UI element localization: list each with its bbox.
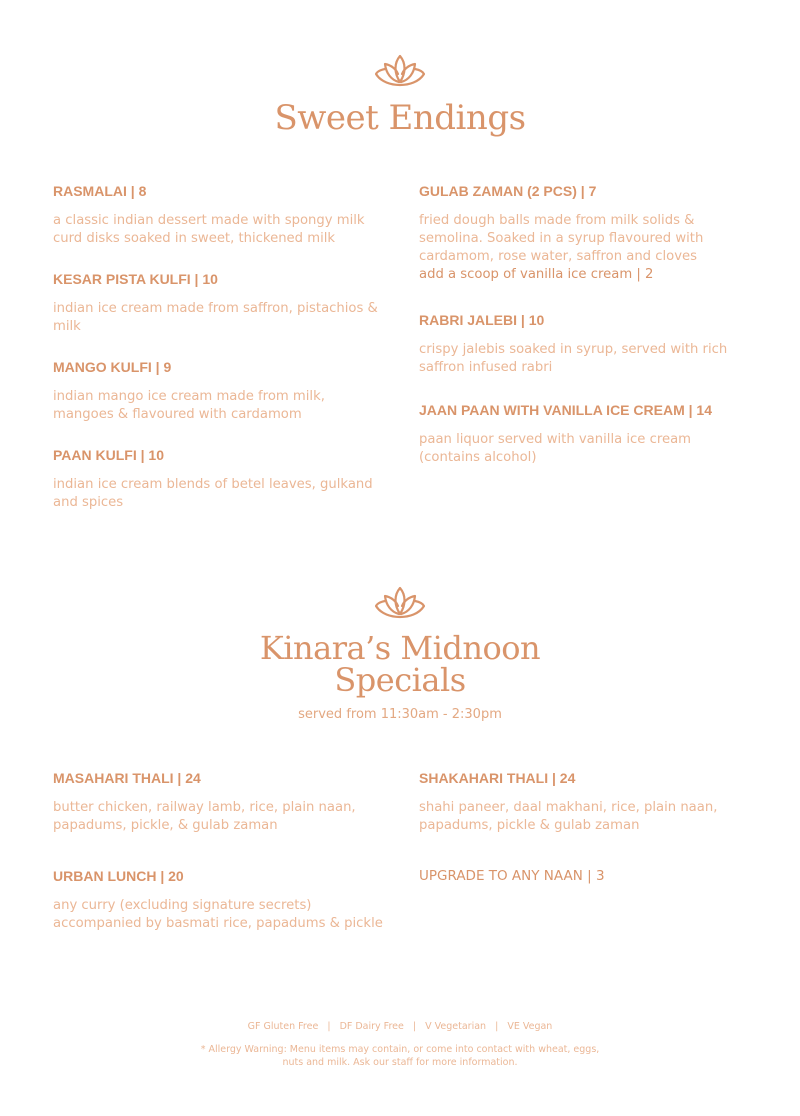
legend-separator: | — [412, 1021, 417, 1032]
allergy-warning: * Allergy Warning: Menu items may contain, or come into contact with wheat, eggs, nuts and milk. Ask our staff for more information. — [200, 1044, 600, 1068]
item-addon: add a scoop of vanilla ice cream | 2 — [419, 267, 654, 282]
item-title: MASAHARI THALI | 24 — [53, 770, 201, 786]
lotus-icon — [375, 52, 425, 92]
item-description: paan liquor served with vanilla ice cream (contains alcohol) — [419, 432, 692, 465]
legend-df: DF Dairy Free — [339, 1021, 404, 1032]
item-description: a classic indian dessert made with spongy milk curd disks soaked in sweet, thickened milk — [53, 213, 365, 246]
section-title: Sweet Endings — [274, 98, 526, 138]
lotus-icon — [375, 584, 425, 624]
item-description: indian mango ice cream made from milk, mangoes & flavoured with cardamom — [53, 389, 325, 422]
menu-item — [53, 770, 388, 835]
menu-item — [53, 359, 388, 424]
menu-item — [419, 770, 754, 835]
item-title: PAAN KULFI | 10 — [53, 447, 165, 463]
item-description: shahi paneer, daal makhani, rice, plain naan, papadums, pickle & gulab zaman — [419, 800, 718, 833]
menu-item — [419, 312, 754, 377]
menu-item — [419, 868, 754, 897]
menu-item — [53, 183, 388, 248]
item-description: any curry (excluding signature secrets) accompanied by basmati rice, papadums & pickle — [53, 898, 383, 931]
section-subtitle: served from 11:30am - 2:30pm — [298, 707, 502, 722]
menu-item — [419, 402, 754, 467]
legend-ve: VE Vegan — [507, 1021, 553, 1032]
item-title: GULAB ZAMAN (2 PCS) | 7 — [419, 183, 597, 199]
legend-separator: | — [327, 1021, 331, 1032]
menu-item — [419, 183, 754, 284]
item-description: indian ice cream blends of betel leaves, gulkand and spices — [53, 477, 373, 510]
item-title: UPGRADE TO ANY NAAN | 3 — [419, 868, 605, 884]
legend-separator: | — [495, 1021, 499, 1032]
item-description: butter chicken, railway lamb, rice, plain naan, papadums, pickle, & gulab zaman — [53, 800, 356, 833]
item-title: URBAN LUNCH | 20 — [53, 868, 184, 884]
item-description: fried dough balls made from milk solids & semolina. Soaked in a syrup flavoured with cardamom, rose water, saffron and cloves — [419, 213, 704, 264]
legend-v: V Vegetarian — [425, 1021, 487, 1032]
item-title: SHAKAHARI THALI | 24 — [419, 770, 576, 786]
section-title-line1: Kinara’s Midnoon — [259, 629, 541, 667]
item-title: RASMALAI | 8 — [53, 183, 147, 199]
item-title: RABRI JALEBI | 10 — [419, 312, 545, 328]
menu-item — [53, 447, 388, 512]
legend-gf: GF Gluten Free — [247, 1021, 319, 1032]
item-description: indian ice cream made from saffron, pistachios & milk — [53, 301, 378, 334]
item-title: JAAN PAAN WITH VANILLA ICE CREAM | 14 — [419, 402, 713, 418]
section-title — [0, 629, 800, 699]
menu-item — [53, 271, 388, 336]
dietary-legend — [0, 1021, 800, 1032]
item-title: MANGO KULFI | 9 — [53, 359, 172, 375]
menu-item — [53, 868, 388, 933]
item-title: KESAR PISTA KULFI | 10 — [53, 271, 218, 287]
item-description: crispy jalebis soaked in syrup, served with rich saffron infused rabri — [419, 342, 728, 375]
section-title-line2: Specials — [334, 661, 466, 699]
